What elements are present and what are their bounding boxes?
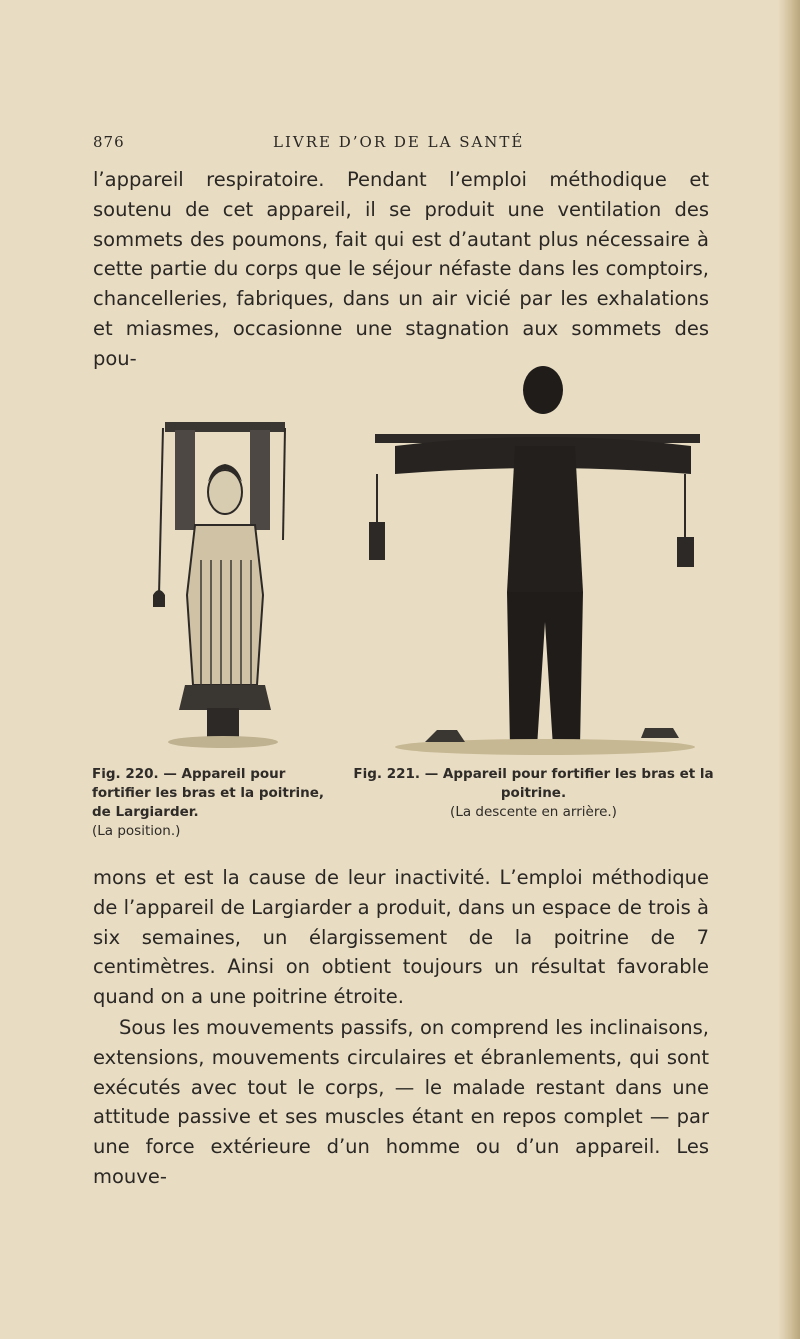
caption-fig-220 [92,765,342,841]
paragraph-bottom: Sous les mouvements passifs, on comprend les inclinaisons, extensions, mouvements circulaires et ébranlements, qui sont exécutés avec tout le corps, — le malade restant dans une attitude passive et ses muscles étant en repos complet — par une force extérieure d’un homme ou d’un appareil. Les mouve- [93,1016,709,1188]
man-legs [507,592,583,747]
page-header [93,133,713,157]
caption-fig-221-main: Fig. 221. — Appareil pour fortifier les bras et la poitrine. [353,766,714,801]
weight-icon [153,590,165,607]
paragraph-top: l’appareil respiratoire. Pendant l’emploi méthodique et soutenu de cet appareil, il se produit une ventilation des sommets des poumons, fait qui est d’autant plus nécessaire à cette partie du corps que le séjour néfaste dans les comptoirs, chancelleries, fabriques, dans un air vicié par les exhalations et miasmes, occasionne une stagnation aux sommets des pou- [93,168,709,370]
page-number: 876 [93,133,125,151]
figure-220-illustration [145,420,300,750]
caption-fig-221-sub: (La descente en arrière.) [450,804,617,820]
figure-221-illustration [355,362,710,757]
caption-fig-220-main: Fig. 220. — Appareil pour fortifier les bras et la poitrine, de Largiarder. [92,766,325,820]
caption-fig-221 [351,765,716,822]
running-title: LIVRE D’OR DE LA SANTÉ [273,133,525,151]
caption-fig-220-sub: (La position.) [92,823,181,839]
weight-left-icon [369,522,385,560]
woman-head [208,470,242,514]
apparatus-cord-left [159,428,163,595]
page-edge-shadow [778,0,800,1339]
man-head [523,366,563,414]
man-torso [507,446,583,592]
paragraph-middle: mons et est la cause de leur inactivité. L’emploi méthodique de l’appareil de Largiarder a produit, dans un espace de trois à six semaines, un élargissement de la poitrine de 7 centimètres. Ainsi on obtient toujours un résultat favorable quand on a une poitrine étroite. [93,866,709,1009]
weight-right-icon [677,537,694,567]
